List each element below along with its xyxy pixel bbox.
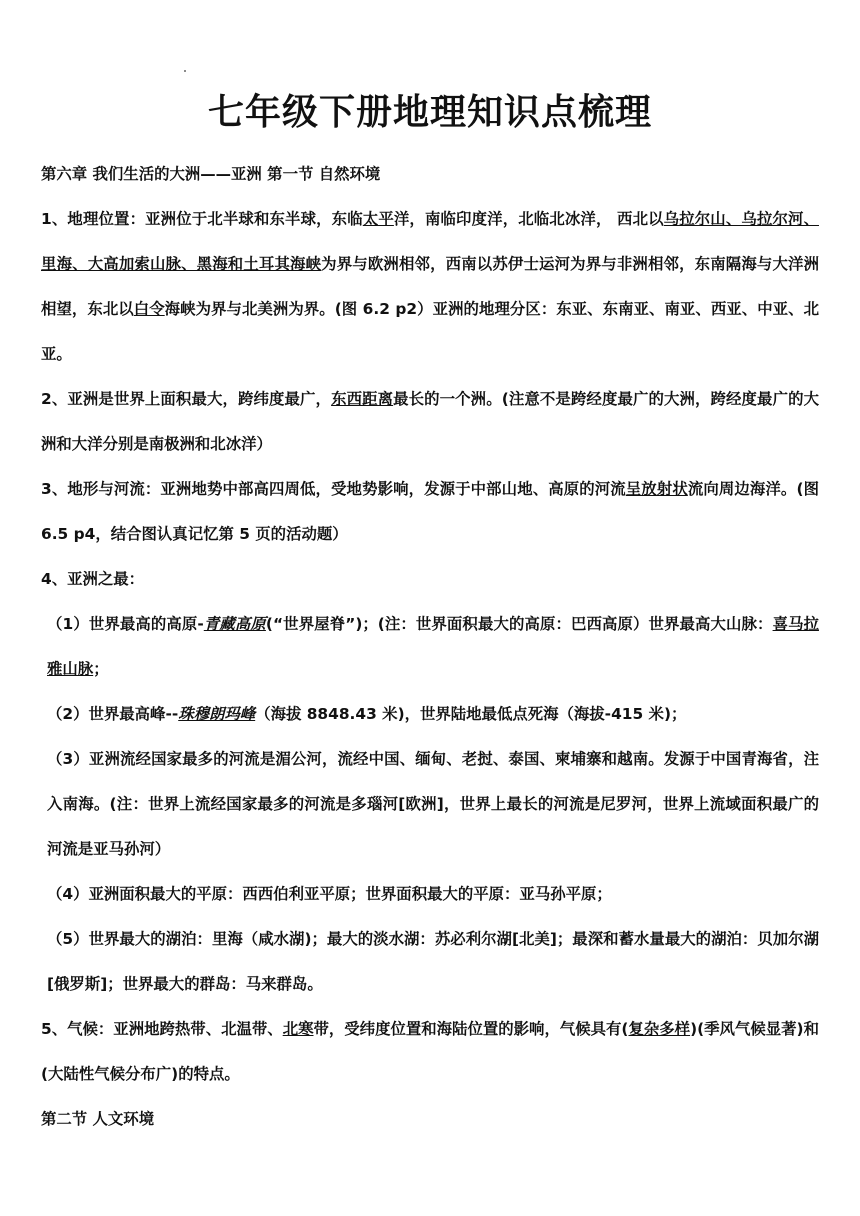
text: 洋，南临印度洋，北临北冰洋， 西北以 <box>393 210 664 228</box>
underlined-term: 复杂多样 <box>628 1020 691 1038</box>
underlined-term: 青藏高原 <box>203 615 266 633</box>
text: (“世界屋脊”)；(注：世界面积最大的高原：巴西高原）世界最高大山脉： <box>265 615 773 633</box>
underlined-term: 太平 <box>362 210 394 228</box>
paragraph-climate <box>41 1007 819 1097</box>
stray-dot <box>184 70 186 72</box>
paragraph-river: （3）亚洲流经国家最多的河流是湄公河，流经中国、缅甸、老挝、泰国、柬埔寨和越南。发源于中国青海省，注入南海。(注：世界上流经国家最多的河流是多瑙河[欧洲]，世界上最长的河流是尼罗河，世界上流域面积最广的河流是亚马孙河） <box>47 750 819 858</box>
paragraph-plateau <box>41 602 819 692</box>
paragraph-location <box>41 197 819 377</box>
text: 5、气候：亚洲地跨热带、北温带、 <box>41 1020 283 1038</box>
text: 流向周边海洋。(图 6.5 p4，结合图认真记忆第 5 页的活动题） <box>41 480 819 543</box>
paragraph-peak <box>41 692 819 737</box>
section-heading: 第二节 人文环境 <box>41 1110 155 1128</box>
text: 2、亚洲是世界上面积最大，跨纬度最广， <box>41 390 332 408</box>
text: )(季风气候显著)和(大陆性气候分布广)的特点。 <box>41 1020 819 1083</box>
document-title: 七年级下册地理知识点梳理 <box>207 92 652 133</box>
text: （2）世界最高峰-- <box>47 705 179 723</box>
underlined-term: 白令 <box>133 300 165 318</box>
paragraph-area <box>41 377 819 467</box>
underlined-term: 北寒 <box>282 1020 314 1038</box>
underlined-term: 喜马拉雅山脉 <box>47 615 819 678</box>
underlined-term: 呈放射状 <box>625 480 688 498</box>
document-body <box>41 152 819 1142</box>
text: 3、地形与河流：亚洲地势中部高四周低，受地势影响，发源于中部山地、高原的河流 <box>41 480 626 498</box>
text: 带，受纬度位置和海陆位置的影响，气候具有( <box>313 1020 629 1038</box>
underlined-term: 东西距离 <box>331 390 394 408</box>
text: 海峡为界与北美洲为界。(图 6.2 p2）亚洲的地理分区：东亚、东南亚、南亚、西亚、中亚、北亚。 <box>41 300 819 363</box>
text: 为界与欧洲相邻，西南以苏伊士运河为界与非洲相邻，东南隔海与大洋洲相望，东北以 <box>41 255 819 318</box>
paragraph-plain: （4）亚洲面积最大的平原：西西伯利亚平原；世界面积最大的平原：亚马孙平原； <box>47 885 612 903</box>
text: 1、地理位置：亚洲位于北半球和东半球，东临 <box>41 210 363 228</box>
underlined-term: 珠穆朗玛峰 <box>178 705 256 723</box>
underlined-term: 乌拉尔山、乌拉尔河、里海、大高加索山脉、黑海和土耳其海峡 <box>41 210 819 273</box>
text: ； <box>93 660 109 678</box>
text: 最长的一个洲。(注意不是跨经度最广的大洲，跨经度最广的大洲和大洋分别是南极洲和北冰洋） <box>41 390 819 453</box>
text: （海拔 8848.43 米)，世界陆地最低点死海（海拔-415 米)； <box>255 705 687 723</box>
chapter-heading: 第六章 我们生活的大洲——亚洲 第一节 自然环境 <box>41 165 381 183</box>
paragraph-lake: （5）世界最大的湖泊：里海（咸水湖)；最大的淡水湖：苏必利尔湖[北美]；最深和蓄水量最大的湖泊：贝加尔湖[俄罗斯]；世界最大的群岛：马来群岛。 <box>47 930 819 993</box>
paragraph-terrain <box>41 467 819 557</box>
text: （1）世界最高的高原- <box>47 615 204 633</box>
paragraph-superlatives-heading: 4、亚洲之最： <box>41 570 145 588</box>
